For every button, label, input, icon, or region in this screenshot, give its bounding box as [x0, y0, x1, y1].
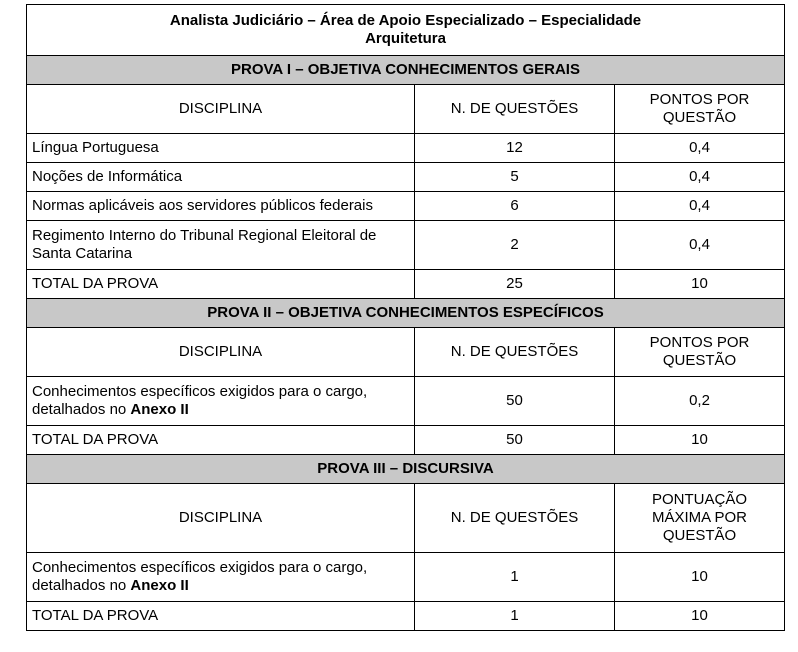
- section-heading-prova3: PROVA III – DISCURSIVA: [27, 455, 785, 484]
- column-header-questoes: N. DE QUESTÕES: [415, 484, 615, 553]
- table-title-line1: Analista Judiciário – Área de Apoio Especializado – Especialidade: [169, 12, 642, 29]
- table-row: [27, 192, 785, 221]
- total-questoes: 25: [415, 270, 615, 299]
- column-header-pontos: PONTOS POR QUESTÃO: [615, 85, 785, 134]
- section-heading-prova1: PROVA I – OBJETIVA CONHECIMENTOS GERAIS: [27, 56, 785, 85]
- total-row: [27, 602, 785, 631]
- cell-questoes: 5: [415, 163, 615, 192]
- column-header-disciplina: DISCIPLINA: [27, 484, 415, 553]
- cell-pontos: 0,4: [615, 221, 785, 270]
- table-row: [27, 163, 785, 192]
- total-label: TOTAL DA PROVA: [27, 426, 415, 455]
- cell-disciplina: Conhecimentos específicos exigidos para o cargo, detalhados no Anexo II: [27, 553, 415, 602]
- column-header-pontos: PONTOS POR QUESTÃO: [615, 328, 785, 377]
- column-header-disciplina: DISCIPLINA: [27, 85, 415, 134]
- cell-pontos: 0,4: [615, 134, 785, 163]
- cell-pontos: 10: [615, 553, 785, 602]
- table-row: [27, 221, 785, 270]
- total-questoes: 50: [415, 426, 615, 455]
- cell-questoes: 1: [415, 553, 615, 602]
- table-title: [27, 5, 785, 56]
- cell-disciplina: Língua Portuguesa: [27, 134, 415, 163]
- total-pontos: 10: [615, 602, 785, 631]
- total-label: TOTAL DA PROVA: [27, 270, 415, 299]
- column-header-questoes: N. DE QUESTÕES: [415, 85, 615, 134]
- column-header-disciplina: DISCIPLINA: [27, 328, 415, 377]
- table-title-line2: Arquitetura: [365, 30, 446, 47]
- cell-pontos: 0,4: [615, 192, 785, 221]
- cell-disciplina: Regimento Interno do Tribunal Regional Eleitoral de Santa Catarina: [27, 221, 415, 270]
- cell-questoes: 6: [415, 192, 615, 221]
- total-row: [27, 270, 785, 299]
- cell-pontos: 0,2: [615, 377, 785, 426]
- cell-questoes: 50: [415, 377, 615, 426]
- section-heading-prova2: PROVA II – OBJETIVA CONHECIMENTOS ESPECÍFICOS: [27, 299, 785, 328]
- total-row: [27, 426, 785, 455]
- cell-disciplina: Normas aplicáveis aos servidores públicos federais: [27, 192, 415, 221]
- anexo-reference: Anexo II: [130, 577, 189, 594]
- column-header-questoes: N. DE QUESTÕES: [415, 328, 615, 377]
- cell-disciplina: Conhecimentos específicos exigidos para o cargo, detalhados no Anexo II: [27, 377, 415, 426]
- exam-table: [26, 4, 785, 631]
- total-label: TOTAL DA PROVA: [27, 602, 415, 631]
- table-row: [27, 377, 785, 426]
- cell-disciplina: Noções de Informática: [27, 163, 415, 192]
- cell-pontos: 0,4: [615, 163, 785, 192]
- column-header-pontuacao: PONTUAÇÃO MÁXIMA POR QUESTÃO: [615, 484, 785, 553]
- total-questoes: 1: [415, 602, 615, 631]
- total-pontos: 10: [615, 270, 785, 299]
- table-row: [27, 134, 785, 163]
- total-pontos: 10: [615, 426, 785, 455]
- cell-questoes: 12: [415, 134, 615, 163]
- table-row: [27, 553, 785, 602]
- anexo-reference: Anexo II: [130, 401, 189, 418]
- cell-questoes: 2: [415, 221, 615, 270]
